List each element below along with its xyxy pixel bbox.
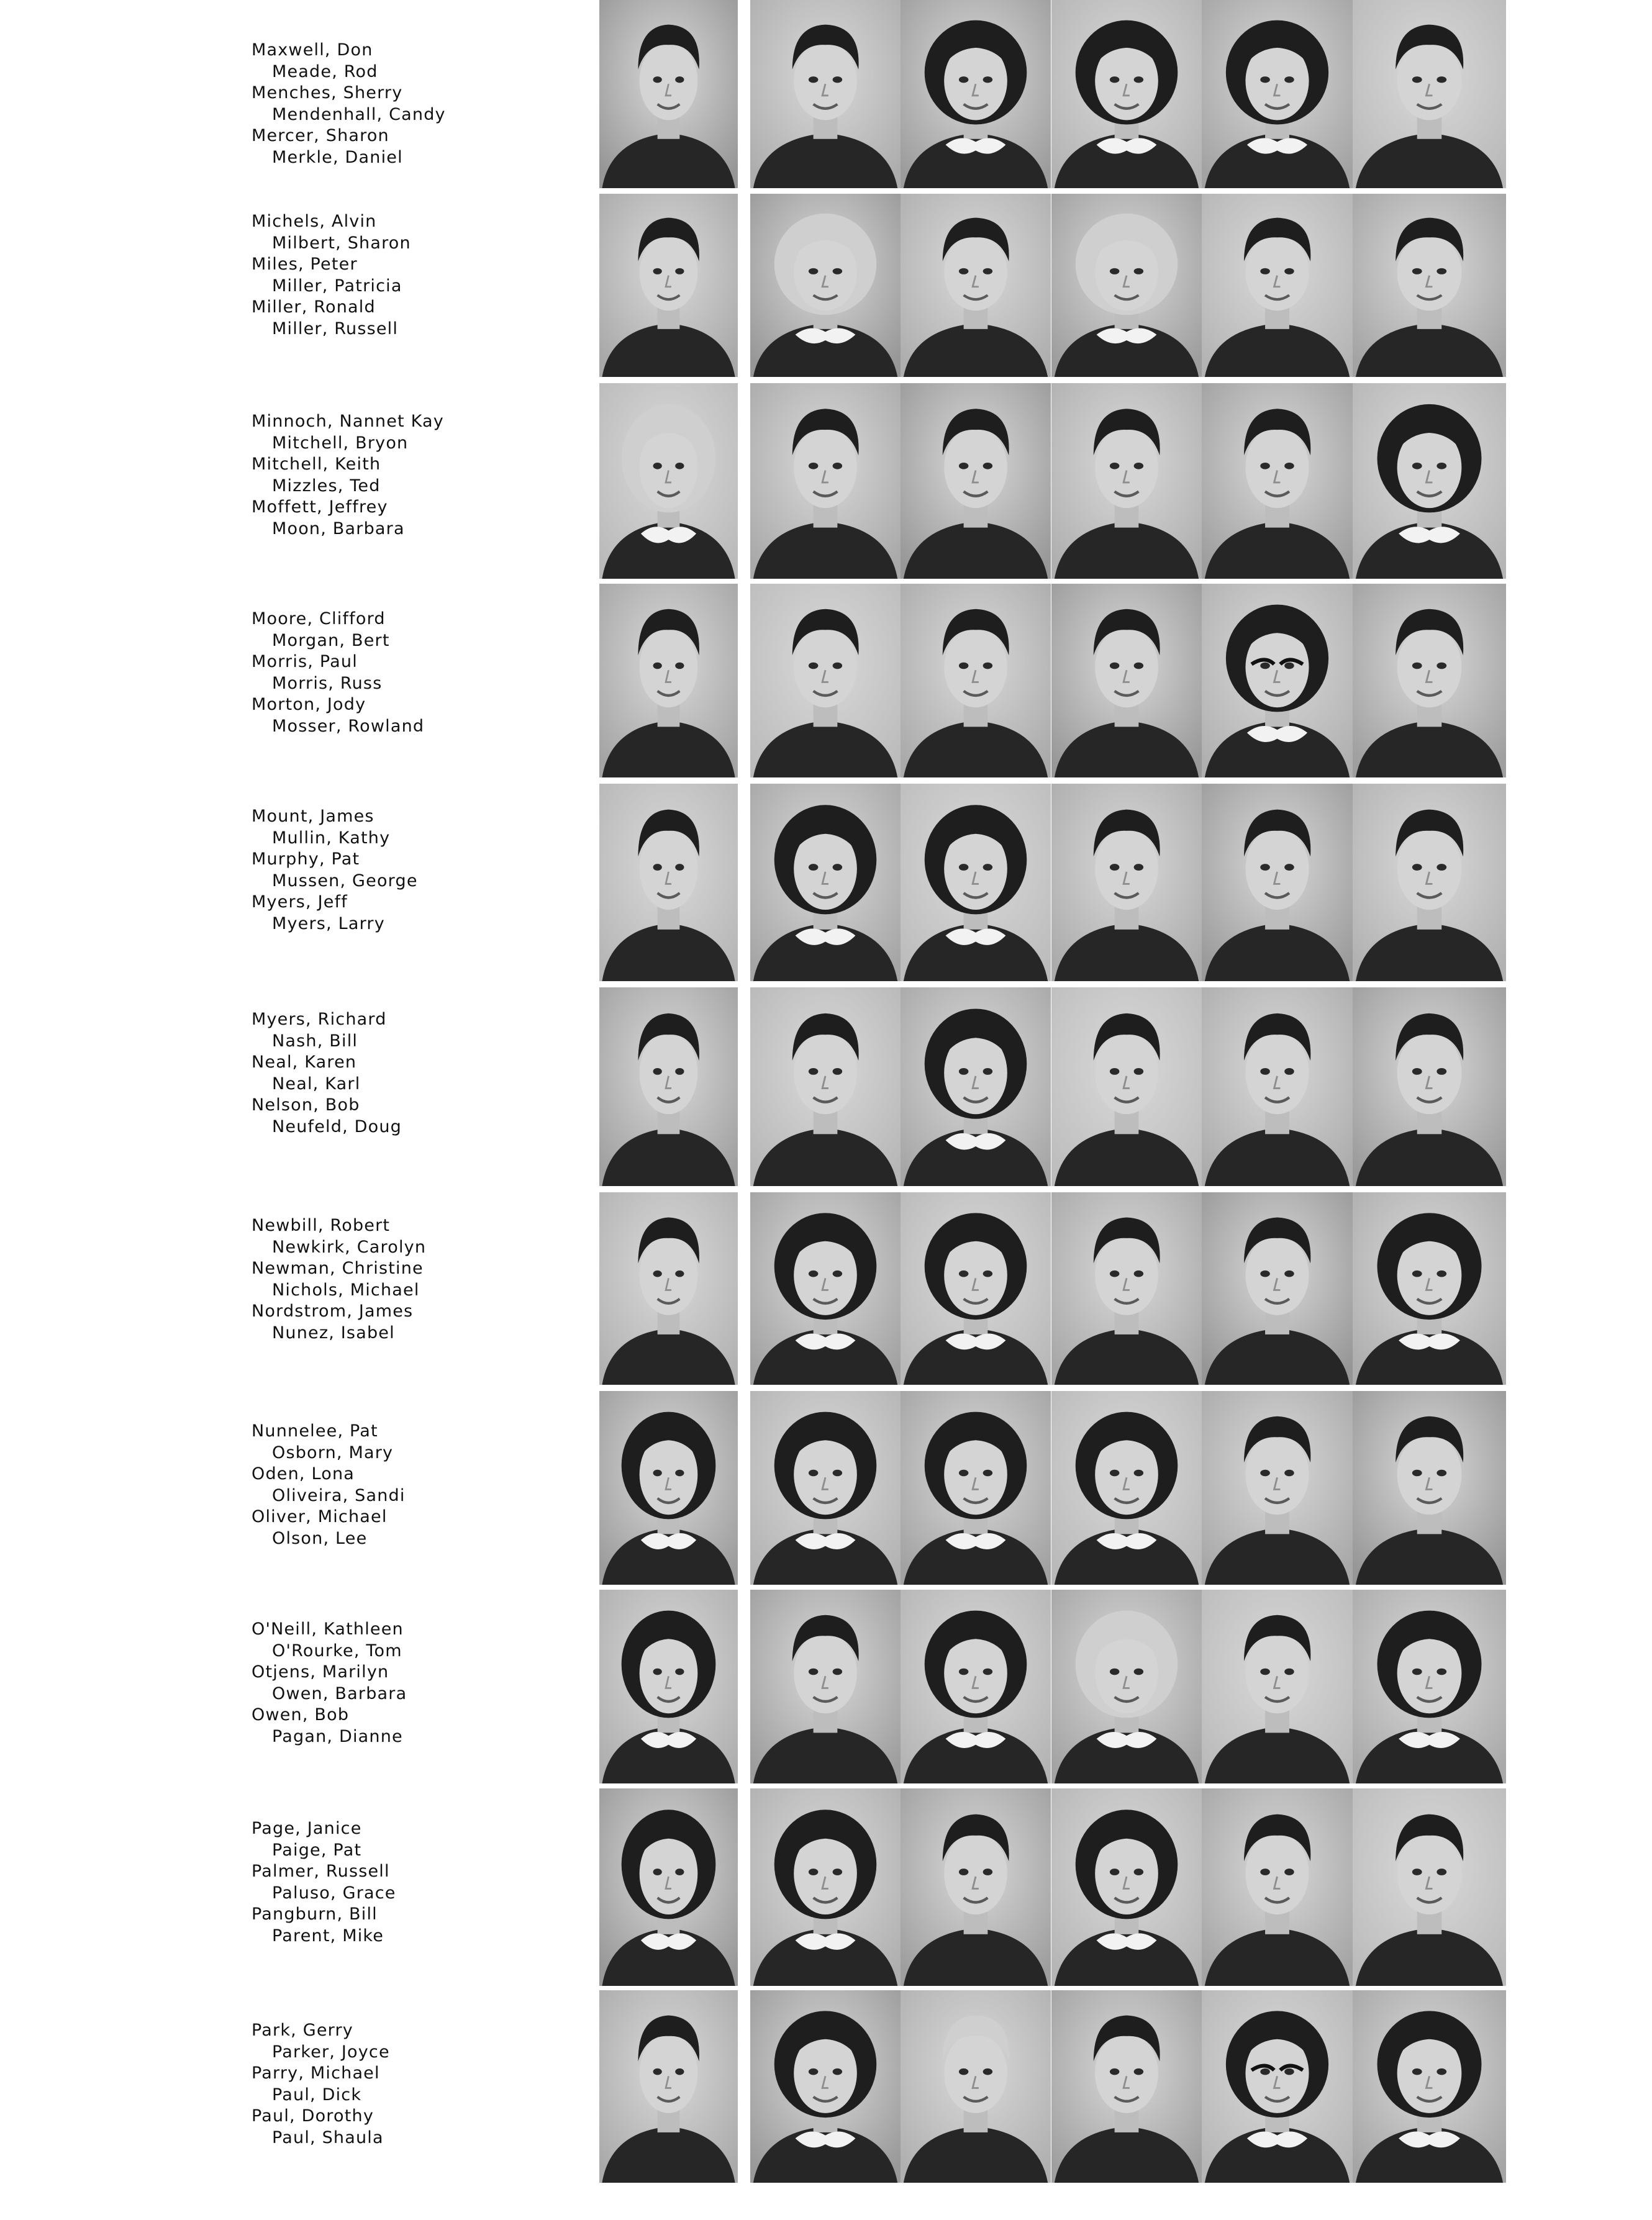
student-portrait [750,1192,901,1385]
student-portrait [1353,383,1506,579]
student-name: Michels, Alvin [252,212,377,231]
student-name: Mitchell, Keith [252,455,381,474]
student-name: Morris, Paul [252,652,358,671]
student-name: Parker, Joyce [272,2042,390,2062]
student-portrait [901,584,1051,777]
student-name: Nordstrom, James [252,1302,414,1321]
student-name: Newbill, Robert [252,1216,391,1235]
student-name: Mussen, George [272,871,418,890]
student-name: Miller, Patricia [272,276,402,296]
student-name: Paige, Pat [272,1840,362,1860]
student-name: Moffett, Jeffrey [252,497,388,517]
student-portrait [1051,0,1202,188]
name-list [252,2020,599,2149]
student-name: Parry, Michael [252,2064,380,2083]
student-name: Meade, Rod [272,61,378,81]
name-list [252,1009,599,1138]
student-name: Mullin, Kathy [272,828,391,848]
student-portrait [901,1590,1051,1783]
student-name: Morgan, Bert [272,630,390,650]
name-list [252,1215,599,1344]
student-name: Owen, Barbara [272,1683,407,1703]
student-name: Moon, Barbara [272,519,405,538]
name-list [252,609,599,737]
student-name: Miller, Ronald [252,297,376,317]
student-portrait [750,784,901,981]
student-portrait [750,1788,901,1986]
student-portrait [901,194,1051,377]
student-name: Oden, Lona [252,1464,355,1484]
student-name: Pangburn, Bill [252,1905,378,1924]
student-portrait [750,194,901,377]
portrait-row [599,1590,1506,1783]
student-portrait [750,1391,901,1585]
student-portrait [901,383,1051,579]
student-portrait [1353,784,1506,981]
student-portrait [1051,584,1202,777]
student-portrait [1353,1990,1506,2183]
student-name: Mitchell, Bryon [272,433,409,453]
portrait-row [599,1990,1506,2183]
student-name: Osborn, Mary [272,1443,394,1462]
student-portrait [1353,0,1506,188]
student-portrait [901,1391,1051,1585]
student-name: Pagan, Dianne [272,1726,403,1746]
student-portrait [1202,1590,1353,1783]
portrait-row [599,784,1506,981]
portrait-row [599,987,1506,1186]
student-portrait [1202,383,1353,579]
student-name: Neal, Karen [252,1053,357,1072]
student-name: Murphy, Pat [252,849,360,869]
student-name: Oliveira, Sandi [272,1485,406,1505]
student-portrait [1202,194,1353,377]
student-name: O'Neill, Kathleen [252,1620,404,1639]
student-name: Paul, Dorothy [252,2106,374,2126]
student-name: Newman, Christine [252,1259,424,1278]
student-name: Myers, Jeff [252,892,348,912]
student-name: Parent, Mike [272,1926,384,1946]
name-list [252,40,599,168]
student-portrait [750,0,901,188]
student-name: Minnoch, Nannet Kay [252,412,444,431]
student-portrait [599,0,738,188]
student-portrait [1051,987,1202,1186]
student-name: Neufeld, Doug [272,1117,402,1136]
student-portrait [901,784,1051,981]
student-portrait [750,1590,901,1783]
student-portrait [750,584,901,777]
portrait-row [599,0,1506,188]
student-portrait [599,1990,738,2183]
student-portrait [599,1192,738,1385]
student-portrait [901,0,1051,188]
student-portrait [1353,1391,1506,1585]
student-portrait [1202,584,1353,777]
student-portrait [1202,1391,1353,1585]
student-name: Nunnelee, Pat [252,1421,378,1441]
student-portrait [599,584,738,777]
student-portrait [1202,1788,1353,1986]
student-name: Maxwell, Don [252,40,373,60]
student-portrait [1202,987,1353,1186]
student-portrait [1051,1192,1202,1385]
student-name: Otjens, Marilyn [252,1662,389,1682]
student-portrait [599,383,738,579]
student-portrait [599,1590,738,1783]
student-portrait [599,194,738,377]
student-name: Myers, Richard [252,1010,387,1029]
student-portrait [1051,383,1202,579]
student-name: Moore, Clifford [252,609,386,628]
name-list [252,1818,599,1947]
student-portrait [1353,1788,1506,1986]
portrait-row [599,194,1506,377]
student-portrait [750,987,901,1186]
student-portrait [599,1788,738,1986]
student-portrait [1353,584,1506,777]
student-portrait [1051,194,1202,377]
student-portrait [1202,784,1353,981]
student-name: Miller, Russell [272,319,399,338]
name-list [252,211,599,340]
portrait-row [599,584,1506,777]
student-name: Menches, Sherry [252,83,403,102]
student-name: Owen, Bob [252,1705,350,1724]
student-name: Paul, Shaula [272,2127,384,2147]
student-name: Park, Gerry [252,2021,353,2040]
student-name: Nash, Bill [272,1031,358,1051]
name-list [252,806,599,935]
student-portrait [599,1391,738,1585]
student-portrait [901,1990,1051,2183]
student-portrait [1353,987,1506,1186]
student-portrait [750,1990,901,2183]
student-name: Mercer, Sharon [252,126,389,145]
student-name: Paluso, Grace [272,1883,396,1903]
portrait-row [599,1788,1506,1986]
student-name: Olson, Lee [272,1528,368,1548]
student-name: Palmer, Russell [252,1862,390,1881]
student-name: Nelson, Bob [252,1095,360,1115]
student-portrait [1051,784,1202,981]
student-portrait [599,784,738,981]
student-name: Morton, Jody [252,695,366,714]
student-portrait [1202,0,1353,188]
student-name: Myers, Larry [272,913,385,933]
name-list [252,1619,599,1747]
student-portrait [1051,1788,1202,1986]
student-name: Paul, Dick [272,2085,362,2104]
student-name: Mizzles, Ted [272,476,381,496]
student-name: Newkirk, Carolyn [272,1237,427,1257]
student-portrait [1202,1990,1353,2183]
portrait-row [599,1391,1506,1585]
student-name: Milbert, Sharon [272,233,411,253]
student-name: Neal, Karl [272,1074,361,1094]
student-portrait [1353,194,1506,377]
student-portrait [1353,1192,1506,1385]
portrait-row [599,1192,1506,1385]
student-name: Page, Janice [252,1819,362,1838]
student-name: Mosser, Rowland [272,716,425,736]
portrait-row [599,383,1506,579]
student-portrait [750,383,901,579]
student-name: Miles, Peter [252,255,358,274]
student-name: Oliver, Michael [252,1507,388,1526]
name-list [252,411,599,540]
name-list [252,1421,599,1549]
student-portrait [1051,1391,1202,1585]
student-portrait [1202,1192,1353,1385]
student-name: Mount, James [252,807,374,826]
student-portrait [599,987,738,1186]
student-portrait [901,987,1051,1186]
student-portrait [1051,1590,1202,1783]
student-portrait [901,1192,1051,1385]
student-name: O'Rourke, Tom [272,1641,402,1660]
student-name: Nichols, Michael [272,1280,420,1300]
student-portrait [1353,1590,1506,1783]
student-portrait [1051,1990,1202,2183]
student-name: Nunez, Isabel [272,1323,395,1343]
student-name: Merkle, Daniel [272,147,403,167]
student-portrait [901,1788,1051,1986]
student-name: Mendenhall, Candy [272,104,446,124]
student-name: Morris, Russ [272,673,383,693]
